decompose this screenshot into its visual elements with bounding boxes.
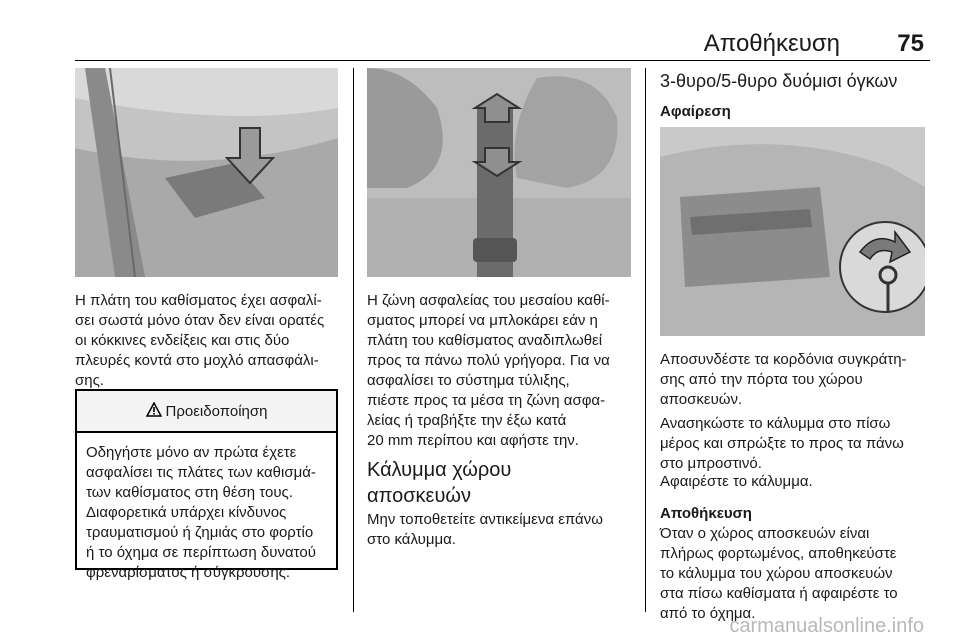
header-title: Αποθήκευση <box>703 30 840 57</box>
seatbelt-illustration <box>367 68 631 277</box>
removal-subheading: Αφαίρεση <box>660 103 731 120</box>
seat-latch-illustration <box>75 68 338 277</box>
seat-latch-caption: Η πλάτη του καθίσματος έχει ασφαλί- σει σωστά μόνο όταν δεν είναι ορατές οι κόκκινες ενδείξεις και στις δύο πλευρές κοντά στο μοχλό απασφάλι- σης. <box>75 292 325 389</box>
column-divider-1 <box>353 68 354 612</box>
watermark-link[interactable]: carmanualsonline.info <box>729 615 924 637</box>
storage-subheading: Αποθήκευση <box>660 505 752 522</box>
seatbelt-caption: Η ζώνη ασφαλείας του μεσαίου καθί- σματος μπορεί να μπλοκάρει εάν η πλάτη του καθίσματος αναδιπλωθεί προς τα πάνω πολύ γρήγορα. Για να ασφαλίσει το σύστημα τύλιξης, πιέστε προς τα μέσα τη ζώνη ασφα- λείας ή τραβήξτε την έξω κατά 20 mm περίπου και αφήστε την. <box>367 292 610 449</box>
header-rule <box>75 60 930 61</box>
hatchback-section-title: 3-θυρο/5-θυρο δυόμισι όγκων <box>660 71 898 91</box>
column-divider-2 <box>645 68 646 612</box>
storage-text: Όταν ο χώρος αποσκευών είναι πλήρως φορτωμένος, αποθηκεύστε το κάλυμμα του χώρου αποσκευών στα πίσω καθίσματα ή αφαιρέστε το από το όχημα. <box>660 525 898 622</box>
warning-box <box>75 389 338 581</box>
removal-step-3: Αφαιρέστε το κάλυμμα. <box>660 473 813 490</box>
cargo-cover-intro: Μην τοποθετείτε αντικείμενα επάνω στο κάλυμμα. <box>367 511 603 548</box>
warning-title: Προειδοποίηση <box>165 402 268 420</box>
warning-icon <box>146 402 162 421</box>
warning-header <box>77 391 336 433</box>
removal-step-2: Ανασηκώστε το κάλυμμα στο πίσω μέρος και σπρώξτε το προς τα πάνω στο μπροστινό. <box>660 415 904 472</box>
removal-step-1: Αποσυνδέστε τα κορδόνια συγκράτη- σης από την πόρτα του χώρου αποσκευών. <box>660 351 907 408</box>
page-number: 75 <box>897 30 924 57</box>
warning-text: Οδηγήστε μόνο αν πρώτα έχετε ασφαλίσει τις πλάτες των καθισμά- των καθίσματος στη θέση τους. Διαφορετικά υπάρχει κίνδυνος τραυματισμού ή ζημιάς στο φορτίο ή το όχημα σε περίπτωση δυνατού φρεναρίσματος ή σύγκρουσης. <box>86 444 316 581</box>
cargo-cover-section-title: Κάλυμμα χώρου αποσκευών <box>367 459 512 507</box>
cargo-cover-illustration <box>660 127 925 336</box>
